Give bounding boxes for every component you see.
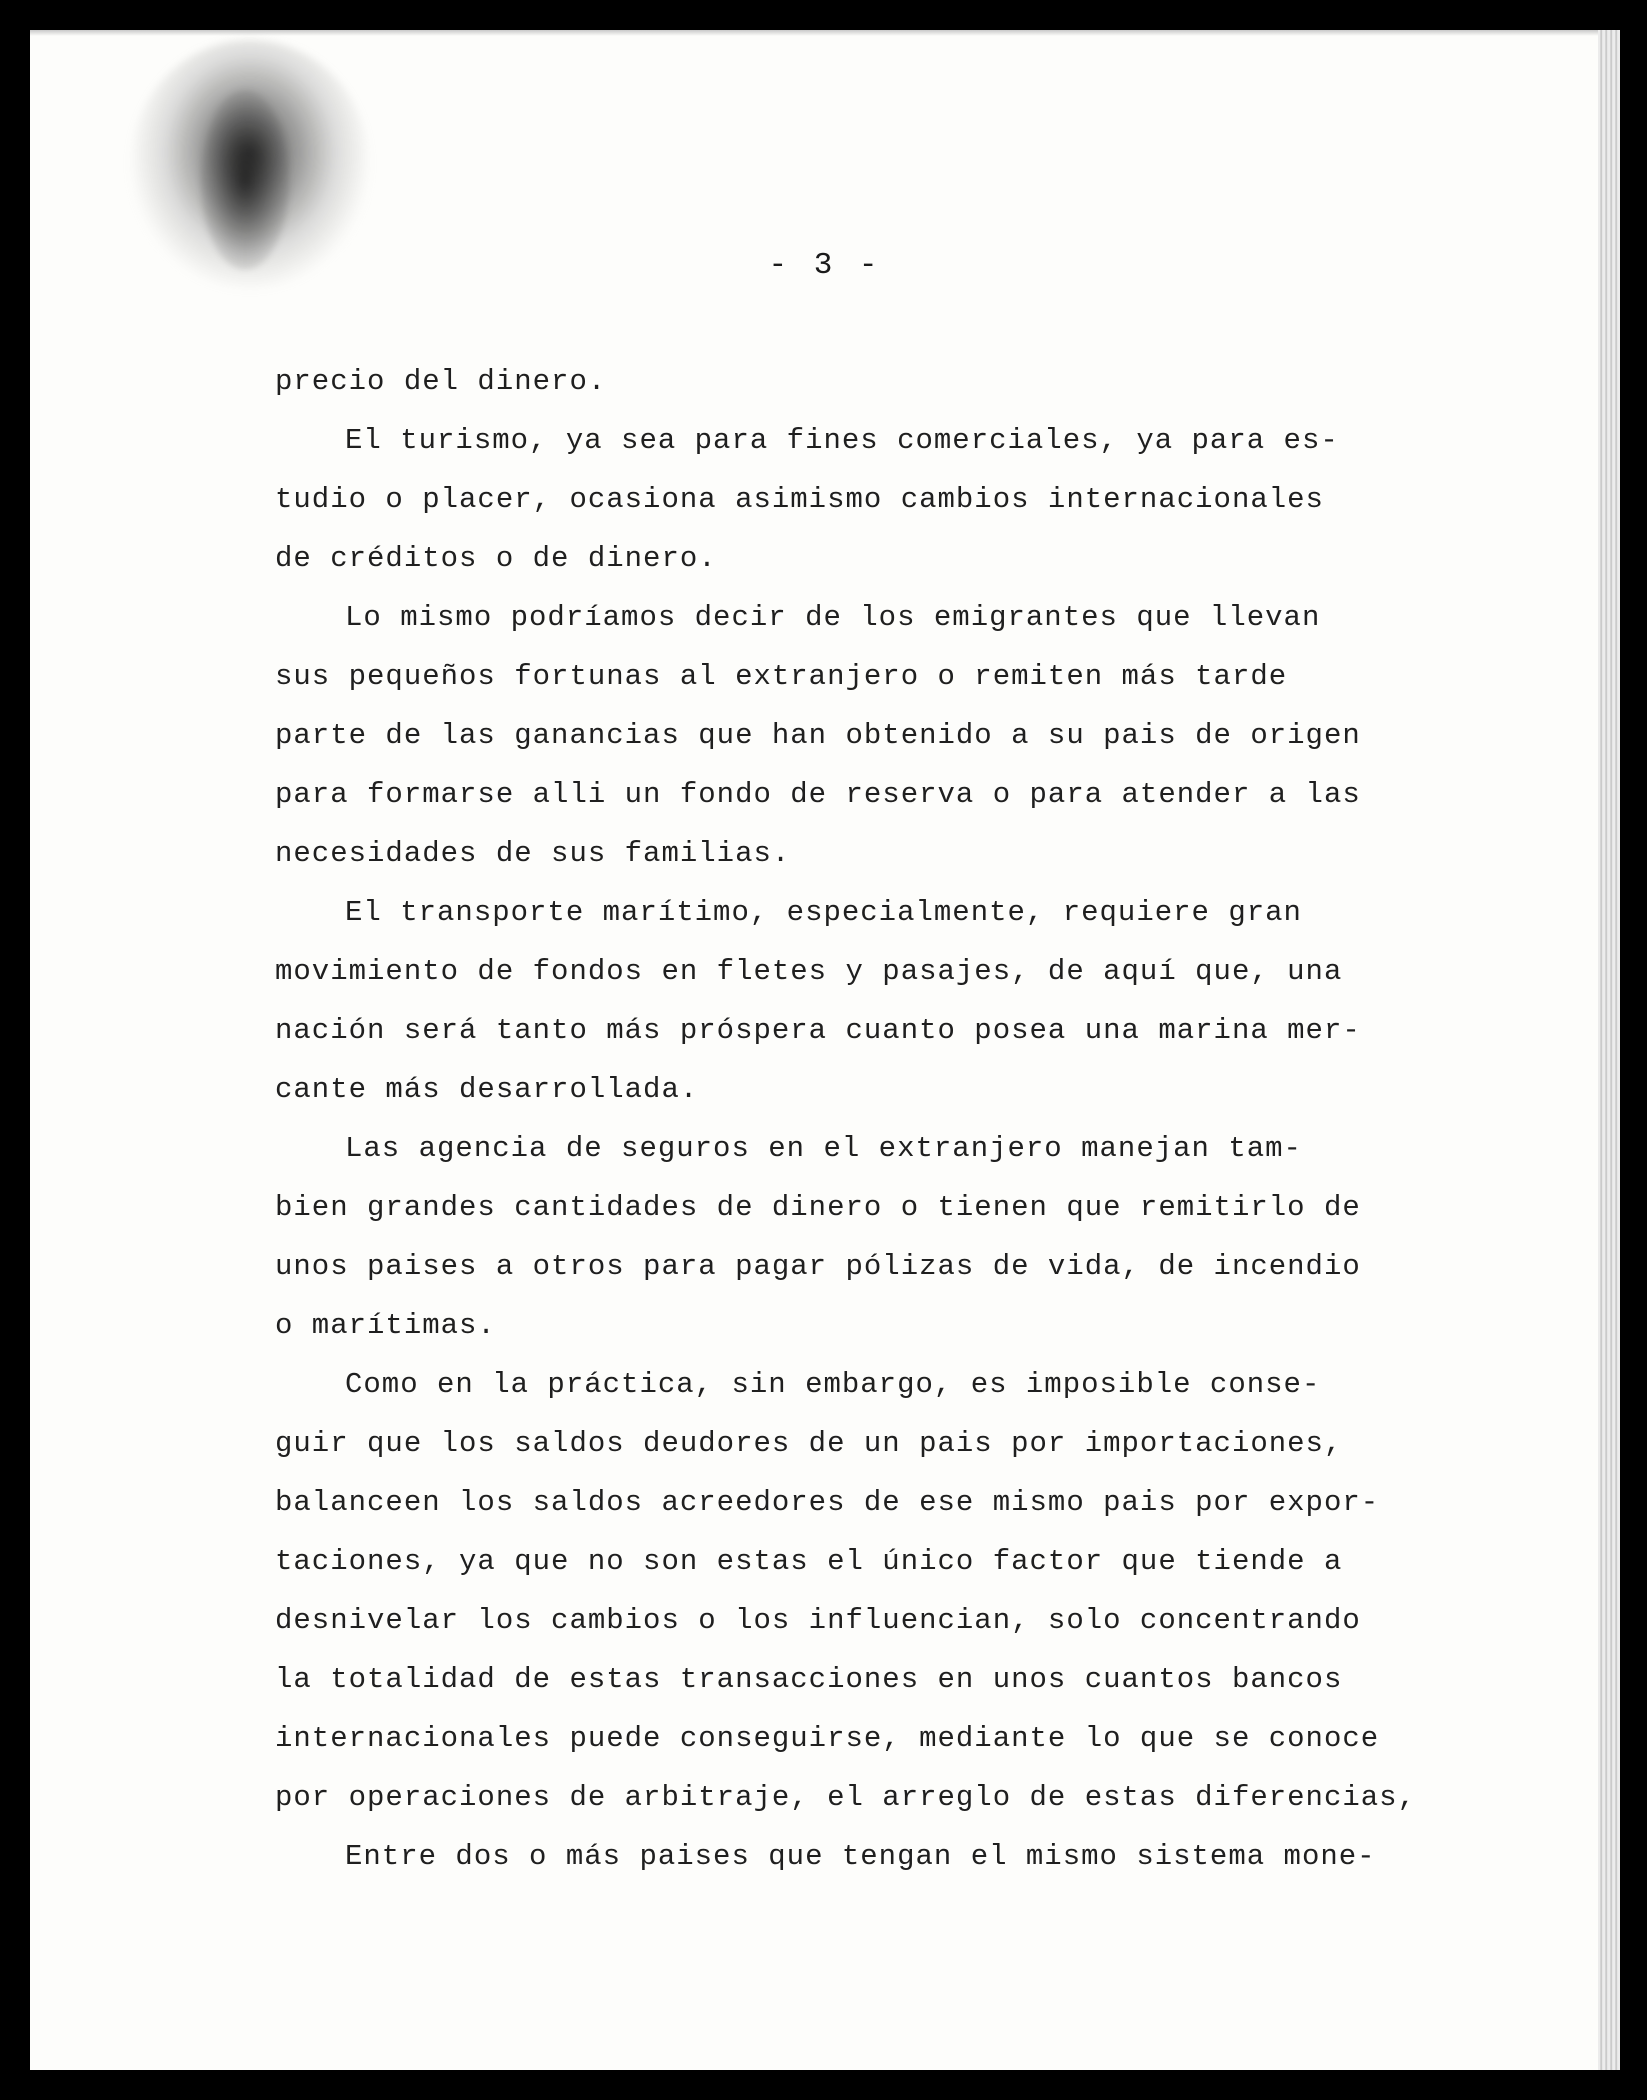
paper-top-edge	[30, 30, 1620, 36]
text-line: precio del dinero.	[275, 365, 607, 398]
text-line: movimiento de fondos en fletes y pasajes, de aquí que, una	[275, 955, 1343, 988]
text-line: Entre dos o más paises que tengan el mismo sistema mone-	[345, 1840, 1376, 1873]
text-line: sus pequeños fortunas al extranjero o remiten más tarde	[275, 660, 1288, 693]
text-line: guir que los saldos deudores de un pais por importaciones,	[275, 1427, 1343, 1460]
text-line: El transporte marítimo, especialmente, requiere gran	[345, 896, 1302, 929]
text-line: unos paises a otros para pagar pólizas de vida, de incendio	[275, 1250, 1361, 1283]
text-line: Lo mismo podríamos decir de los emigrantes que llevan	[345, 601, 1321, 634]
ink-smudge-core	[200, 90, 290, 270]
text-line: cante más desarrollada.	[275, 1073, 699, 1106]
stacked-pages-edge	[1598, 30, 1620, 2070]
text-line: para formarse alli un fondo de reserva o para atender a las	[275, 778, 1361, 811]
typed-page	[30, 30, 1620, 2070]
text-line: por operaciones de arbitraje, el arreglo de estas diferencias,	[275, 1781, 1416, 1814]
text-line: necesidades de sus familias.	[275, 837, 791, 870]
text-line: taciones, ya que no son estas el único factor que tiende a	[275, 1545, 1343, 1578]
text-line: bien grandes cantidades de dinero o tienen que remitirlo de	[275, 1191, 1361, 1224]
text-line: o marítimas.	[275, 1309, 496, 1342]
text-line: Las agencia de seguros en el extranjero manejan tam-	[345, 1132, 1302, 1165]
text-line: internacionales puede conseguirse, mediante lo que se conoce	[275, 1722, 1380, 1755]
text-line: balanceen los saldos acreedores de ese mismo pais por expor-	[275, 1486, 1380, 1519]
page-number: - 3 -	[768, 248, 882, 283]
body-text	[275, 352, 1455, 1886]
text-line: parte de las ganancias que han obtenido a su pais de origen	[275, 719, 1361, 752]
text-line: Como en la práctica, sin embargo, es imposible conse-	[345, 1368, 1321, 1401]
text-line: tudio o placer, ocasiona asimismo cambios internacionales	[275, 483, 1324, 516]
text-line: de créditos o de dinero.	[275, 542, 717, 575]
text-line: la totalidad de estas transacciones en unos cuantos bancos	[275, 1663, 1343, 1696]
text-line: nación será tanto más próspera cuanto posea una marina mer-	[275, 1014, 1361, 1047]
text-line: El turismo, ya sea para fines comerciales, ya para es-	[345, 424, 1339, 457]
text-line: desnivelar los cambios o los influencian, solo concentrando	[275, 1604, 1361, 1637]
